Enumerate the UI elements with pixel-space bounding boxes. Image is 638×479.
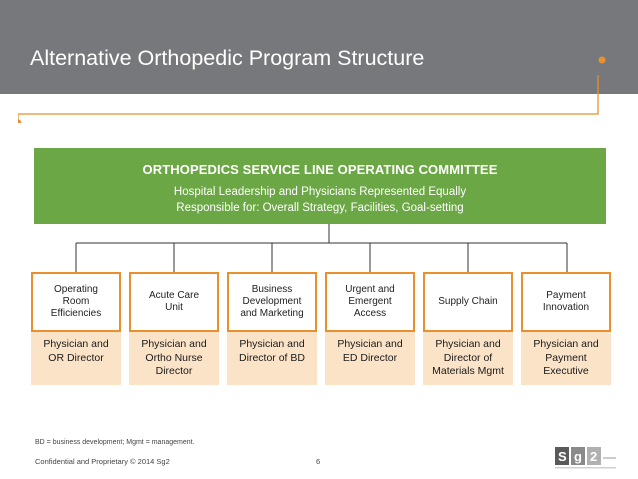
- unit-lead: Physician and Director of BD: [239, 338, 305, 364]
- unit-lead-box: [227, 332, 317, 385]
- unit-operating-room: [31, 272, 121, 385]
- unit-title: Urgent and Emergent Access: [345, 284, 395, 319]
- accent-dot-right: [595, 53, 609, 67]
- unit-acute-care: [129, 272, 219, 385]
- unit-title-box: [423, 272, 513, 332]
- unit-lead: Physician and Payment Executive: [533, 338, 599, 377]
- unit-lead: Physician and Director of Materials Mgmt: [432, 338, 504, 377]
- committee-description-2: Responsible for: Overall Strategy, Facilities, Goal-setting: [176, 202, 464, 214]
- committee-box: [34, 148, 606, 224]
- unit-title: Acute Care Unit: [148, 290, 200, 313]
- unit-title-box: [325, 272, 415, 332]
- committee-description-1: Hospital Leadership and Physicians Represented Equally: [173, 186, 467, 198]
- unit-lead-box: [129, 332, 219, 385]
- page-number: 6: [316, 457, 321, 466]
- unit-title-box: [521, 272, 611, 332]
- unit-lead-box: [325, 332, 415, 385]
- footnote: BD = business development; Mgmt = management.: [35, 439, 195, 446]
- svg-text:2: 2: [590, 449, 598, 464]
- unit-lead: Physician and ED Director: [337, 338, 403, 364]
- confidential-notice: Confidential and Proprietary © 2014 Sg2: [35, 457, 170, 466]
- svg-text:S: S: [558, 449, 567, 464]
- unit-title-box: [129, 272, 219, 332]
- unit-title-box: [31, 272, 121, 332]
- unit-lead-box: [423, 332, 513, 385]
- unit-title-box: [227, 272, 317, 332]
- unit-supply-chain: [423, 272, 513, 385]
- svg-text:g: g: [574, 449, 582, 464]
- sg2-logo: [555, 445, 617, 471]
- accent-dot-left: [18, 120, 22, 124]
- unit-lead: Physician and OR Director: [43, 338, 109, 364]
- committee-title: ORTHOPEDICS SERVICE LINE OPERATING COMMITTEE: [142, 162, 498, 177]
- title-bar: [0, 0, 638, 94]
- slide-title: Alternative Orthopedic Program Structure: [30, 46, 425, 70]
- unit-title: Operating Room Efficiencies: [50, 284, 102, 319]
- unit-lead: Physician and Ortho Nurse Director: [141, 338, 207, 377]
- unit-urgent-access: [325, 272, 415, 385]
- unit-title: Supply Chain: [438, 296, 498, 307]
- unit-title: Business Development and Marketing: [240, 284, 304, 319]
- unit-lead-box: [521, 332, 611, 385]
- unit-title: Payment Innovation: [542, 290, 590, 313]
- unit-lead-box: [31, 332, 121, 385]
- unit-payment-innovation: [521, 272, 611, 385]
- unit-business-development: [227, 272, 317, 385]
